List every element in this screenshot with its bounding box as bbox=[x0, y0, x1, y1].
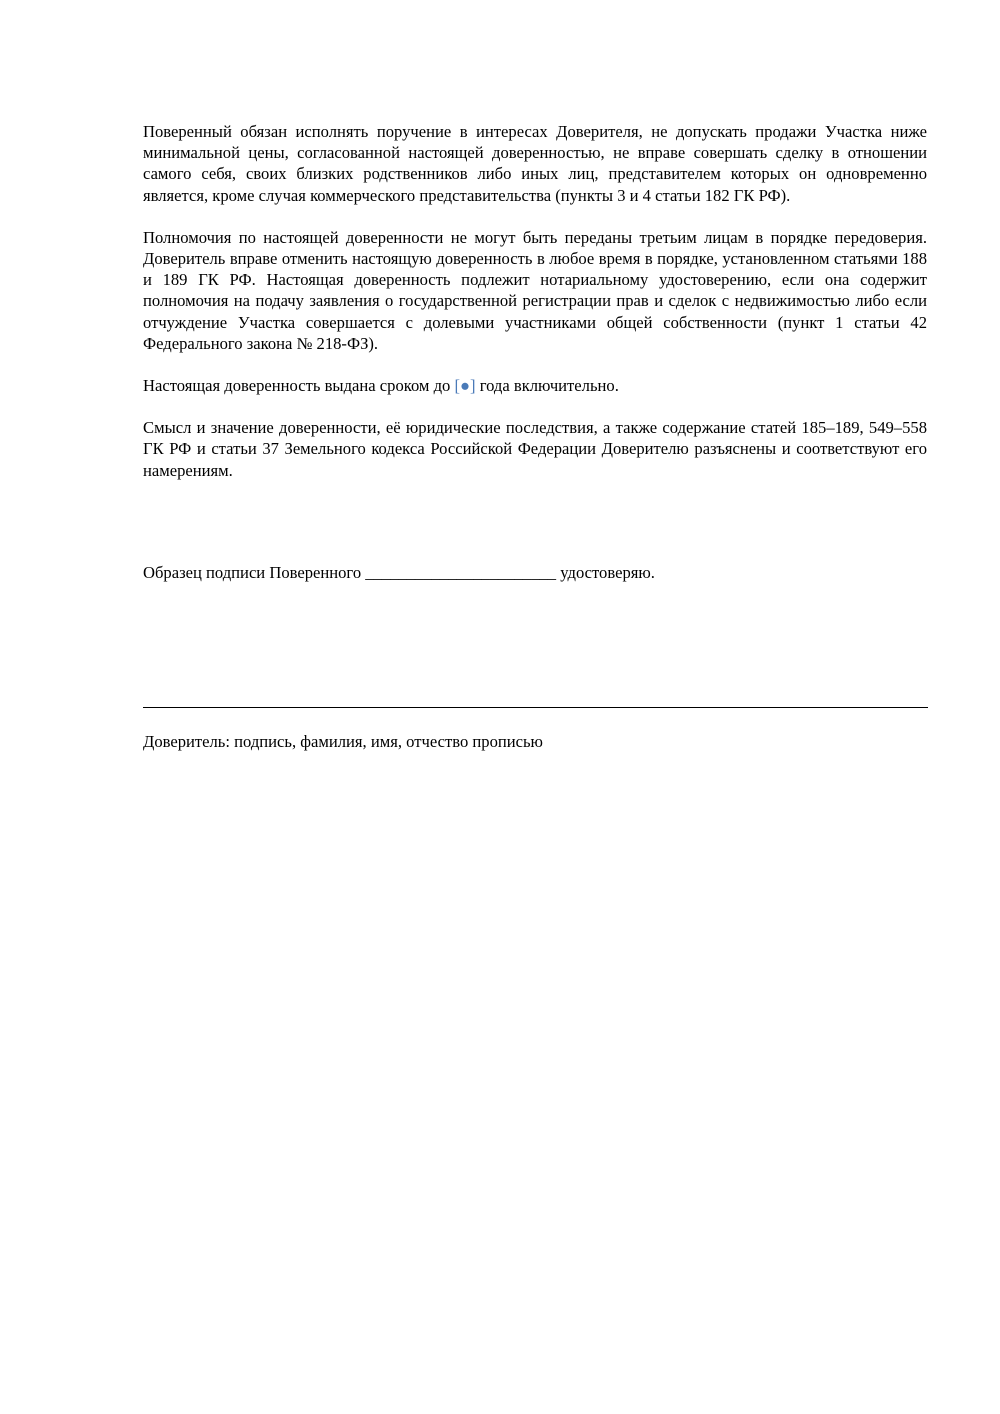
principal-signature-caption: Доверитель: подпись, фамилия, имя, отчество прописью bbox=[143, 732, 543, 751]
document-body bbox=[143, 121, 927, 481]
validity-term-placeholder: [●] bbox=[454, 376, 476, 396]
signature-rule bbox=[143, 707, 928, 708]
paragraph-powers-transfer: Полномочия по настоящей доверенности не могут быть переданы третьим лицам в порядке передоверия. Доверитель вправе отменить настоящую доверенность в любое время в порядке, установленном статьями 188 и 189 ГК РФ. Настоящая доверенность подлежит нотариальному удостоверению, если она содержит полномочия на подачу заявления о государственной регистрации прав и сделок с недвижимостью либо если отчуждение Участка совершается с долевыми участниками общей собственности (пункт 1 статьи 42 Федерального закона № 218-ФЗ). bbox=[143, 227, 927, 353]
validity-term-text-after: года включительно. bbox=[475, 376, 619, 396]
paragraph-legal-consequences: Смысл и значение доверенности, её юридические последствия, а также содержание статей 185–189, 549–558 ГК РФ и статьи 37 Земельного кодекса Российской Федерации Доверителю разъяснены и соответствуют его намерениям. bbox=[143, 418, 927, 480]
signature-sample-line: Образец подписи Поверенного _______________________ удостоверяю. bbox=[143, 563, 655, 582]
validity-term-text-before: Настоящая доверенность выдана сроком до bbox=[143, 376, 455, 396]
paragraph-attorney-obligations: Поверенный обязан исполнять поручение в интересах Доверителя, не допускать продажи Участка ниже минимальной цены, согласованной настоящей доверенностью, не вправе совершать сделку в отношении самого себя, своих близких родственников либо иных лиц, представителем которых он одновременно является, кроме случая коммерческого представительства (пункты 3 и 4 статьи 182 ГК РФ). bbox=[143, 122, 927, 205]
paragraph-validity-term bbox=[143, 375, 927, 396]
